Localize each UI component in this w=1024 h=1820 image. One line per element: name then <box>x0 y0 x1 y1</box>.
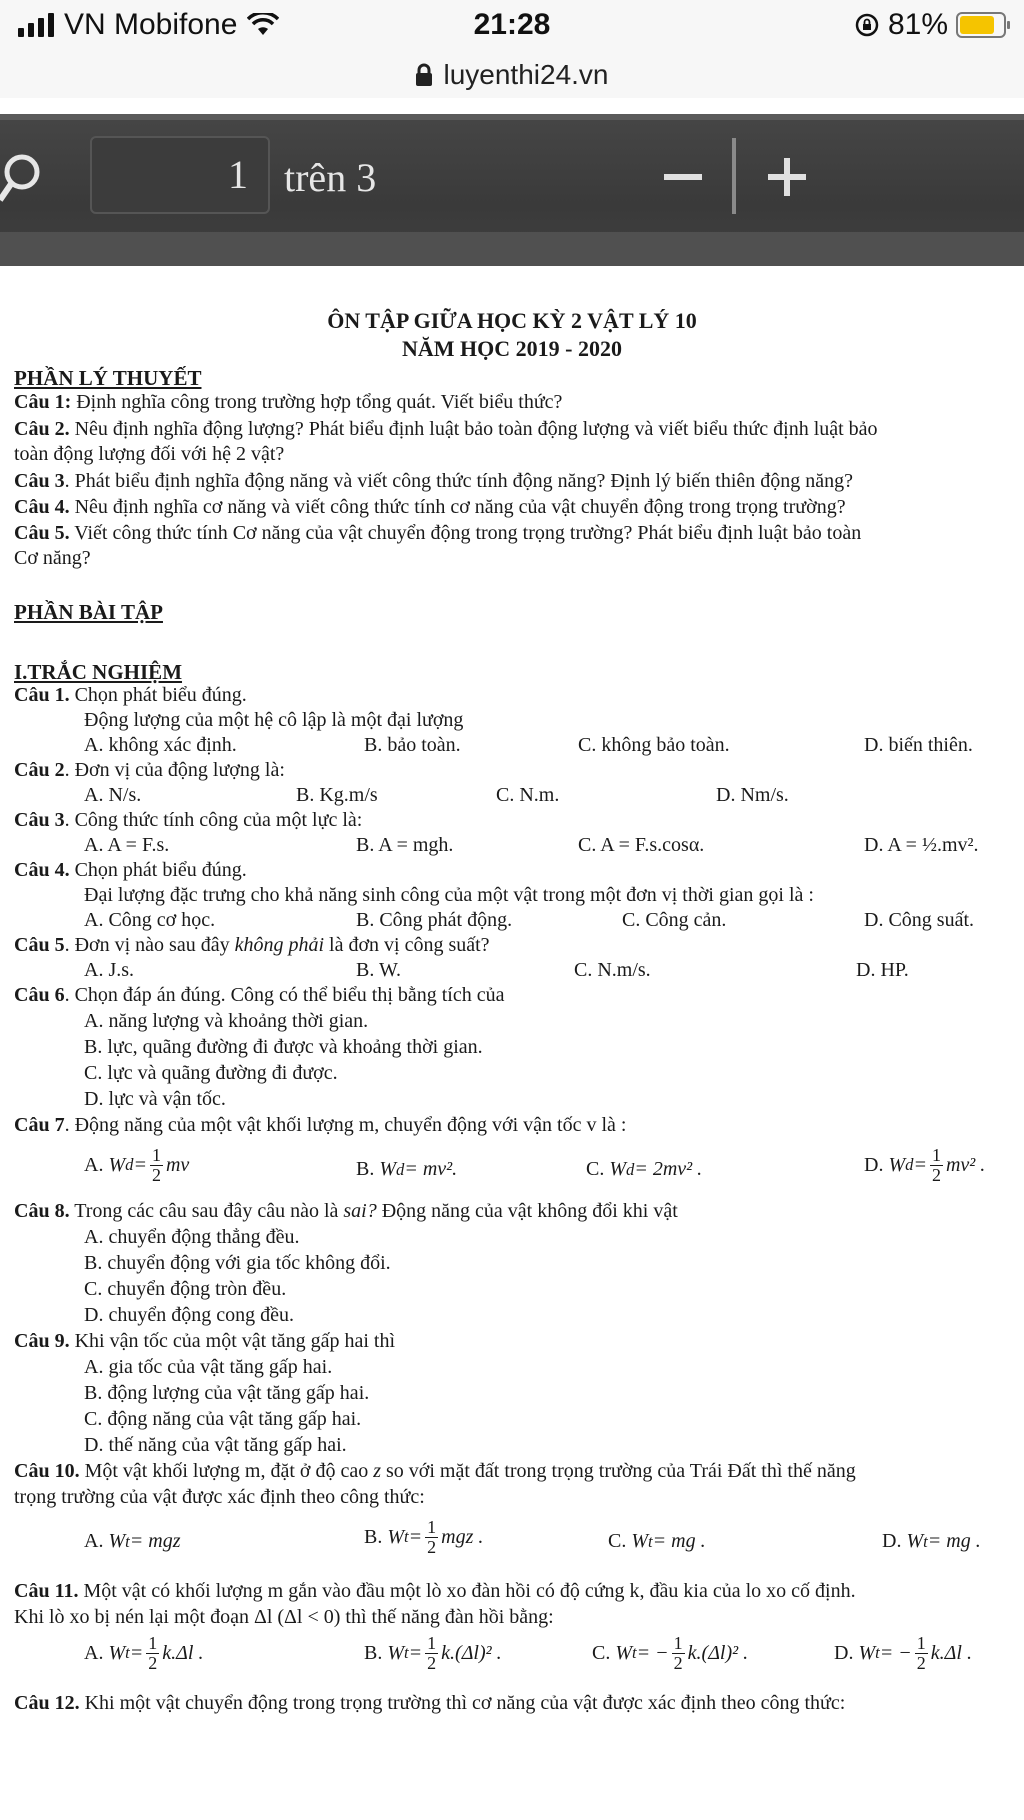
mc-q11: Câu 11. Một vật có khối lượng m gắn vào đầu một lò xo đàn hồi có độ cứng k, đầu kia của lo xo cố định. <box>14 1580 856 1602</box>
battery-icon <box>956 12 1006 38</box>
mc-q9: Câu 9. Khi vận tốc của một vật tăng gấp hai thì <box>14 1330 396 1352</box>
zoom-in-button[interactable] <box>760 148 816 204</box>
mc-q6: Câu 6. Chọn đáp án đúng. Công có thể biểu thị bằng tích của <box>14 984 505 1006</box>
mc-q10-option-b: B. W t = $\frac{1}{2}$ mgz . <box>364 1517 484 1557</box>
mc-q1-stem: Động lượng của một hệ cô lập là một đại lượng <box>84 709 464 731</box>
mc-q5-option-b: B. W. <box>356 959 402 981</box>
theory-heading: PHẦN LÝ THUYẾT <box>14 366 202 390</box>
theory-q2-cont: toàn động lượng đối với hệ 2 vật? <box>14 443 285 465</box>
mc-q2-option-c: C. N.m. <box>496 784 560 806</box>
mc-q6-option-a: A. năng lượng và khoảng thời gian. <box>84 1010 369 1032</box>
mc-q5-option-a: A. J.s. <box>84 959 135 981</box>
pdf-page <box>0 266 1024 1820</box>
mc-q10: Câu 10. Một vật khối lượng m, đặt ở độ cao z so với mặt đất trong trọng trường của Trái Đất thì thế năng <box>14 1460 856 1482</box>
mc-q6-option-c: C. lực và quãng đường đi được. <box>84 1062 338 1084</box>
mc-q9-option-a: A. gia tốc của vật tăng gấp hai. <box>84 1356 333 1378</box>
mc-q8-option-a: A. chuyển động thẳng đều. <box>84 1226 300 1248</box>
search-icon[interactable] <box>0 150 48 210</box>
theory-q2: Câu 2. Nêu định nghĩa động lượng? Phát biểu định luật bảo toàn động lượng và viết biểu thức định luật bảo <box>14 418 878 440</box>
mc-q7-option-a: A. W d = $\frac{1}{2}$ mv <box>84 1145 190 1185</box>
mc-q8-option-b: B. chuyển động với gia tốc không đổi. <box>84 1252 391 1274</box>
mc-q10-cont: trọng trường của vật được xác định theo công thức: <box>14 1486 425 1508</box>
mc-q11-option-c: C. W t = − $\frac{1}{2}$ k.(Δl)² . <box>592 1633 749 1673</box>
mc-q9-option-c: C. động năng của vật tăng gấp hai. <box>84 1408 362 1430</box>
carrier-name: VN Mobifone <box>64 8 238 41</box>
browser-gap <box>0 98 1024 114</box>
mc-q1-option-b: B. bảo toàn. <box>364 734 461 756</box>
mc-q1-option-d: D. biến thiên. <box>864 734 973 756</box>
status-time: 21:28 <box>473 8 551 41</box>
mc-q8-option-d: D. chuyển động cong đều. <box>84 1304 294 1326</box>
mc-q9-option-d: D. thế năng của vật tăng gấp hai. <box>84 1434 347 1456</box>
mc-q5-option-c: C. N.m/s. <box>574 959 651 981</box>
url-bar[interactable] <box>0 52 1024 98</box>
theory-q5-cont: Cơ năng? <box>14 547 91 569</box>
theory-q4: Câu 4. Nêu định nghĩa cơ năng và viết công thức tính cơ năng của vật chuyển động trong trọng trường? <box>14 496 846 518</box>
zoom-separator <box>732 138 736 214</box>
mc-q5-option-d: D. HP. <box>856 959 909 981</box>
mc-q7-option-b: B. W d = mv². <box>356 1158 458 1180</box>
doc-title: ÔN TẬP GIỮA HỌC KỲ 2 VẬT LÝ 10 <box>327 308 697 333</box>
theory-q3: Câu 3. Phát biểu định nghĩa động năng và viết công thức tính động năng? Định lý biến thiên động năng? <box>14 470 854 492</box>
status-bar <box>0 0 1024 52</box>
mc-q4: Câu 4. Chọn phát biểu đúng. <box>14 859 247 881</box>
mc-q2-option-b: B. Kg.m/s <box>296 784 378 806</box>
mc-q1: Câu 1. Chọn phát biểu đúng. <box>14 684 247 706</box>
battery-percent: 81% <box>887 8 948 41</box>
mc-q7-option-c: C. W d = 2mv² . <box>586 1158 703 1180</box>
theory-q5: Câu 5. Viết công thức tính Cơ năng của vật chuyển động trong trọng trường? Phát biểu định luật bảo toàn <box>14 522 862 544</box>
mc-q7-option-d: D. W d = $\frac{1}{2}$ mv² . <box>864 1145 986 1185</box>
mc-q3-option-a: A. A = F.s. <box>84 834 170 856</box>
mc-q11-option-b: B. W t = $\frac{1}{2}$ k.(Δl)² . <box>364 1633 502 1673</box>
mc-q2: Câu 2. Đơn vị của động lượng là: <box>14 759 285 781</box>
mc-q2-option-d: D. Nm/s. <box>716 784 789 806</box>
mc-q11-option-d: D. W t = − $\frac{1}{2}$ k.Δl . <box>834 1633 972 1673</box>
mc-q10-option-c: C. W t = mg . <box>608 1530 706 1552</box>
toolbar-lower-band <box>0 232 1024 266</box>
mc-q9-option-b: B. động lượng của vật tăng gấp hai. <box>84 1382 370 1404</box>
page-number-input[interactable]: 1 <box>90 136 270 214</box>
mc-q12: Câu 12. Khi một vật chuyển động trong trọng trường thì cơ năng của vật được xác định theo công thức: <box>14 1692 846 1714</box>
mc-q4-stem: Đại lượng đặc trưng cho khả năng sinh công của một vật trong một đơn vị thời gian gọi là : <box>84 884 814 906</box>
mc-q1-option-c: C. không bảo toàn. <box>578 734 730 756</box>
mc-q7: Câu 7. Động năng của một vật khối lượng m, chuyển động với vận tốc v là : <box>14 1114 627 1136</box>
mc-heading: I.TRẮC NGHIỆM <box>14 660 183 684</box>
mc-q8-option-c: C. chuyển động tròn đều. <box>84 1278 287 1300</box>
status-right <box>854 8 1006 42</box>
mc-q6-option-b: B. lực, quãng đường đi được và khoảng thời gian. <box>84 1036 483 1058</box>
page-total-label: trên 3 <box>284 155 377 200</box>
mc-q4-option-b: B. Công phát động. <box>356 909 513 931</box>
orientation-lock-icon <box>854 12 880 38</box>
doc-subtitle: NĂM HỌC 2019 - 2020 <box>402 336 622 361</box>
mc-q3: Câu 3. Công thức tính công của một lực là: <box>14 809 363 831</box>
mc-q4-option-d: D. Công suất. <box>864 909 974 931</box>
zoom-out-button[interactable] <box>656 148 712 204</box>
mc-q4-option-a: A. Công cơ học. <box>84 909 216 931</box>
mc-q3-option-b: B. A = mgh. <box>356 834 454 856</box>
exercise-heading: PHẦN BÀI TẬP <box>14 600 163 624</box>
mc-q10-option-a: A. W t = mgz <box>84 1530 181 1552</box>
mc-q4-option-c: C. Công cản. <box>622 909 727 931</box>
mc-q2-option-a: A. N/s. <box>84 784 142 806</box>
mc-q6-option-d: D. lực và vận tốc. <box>84 1088 226 1110</box>
theory-q1: Câu 1: Định nghĩa công trong trường hợp tổng quát. Viết biểu thức? <box>14 391 563 413</box>
mc-q10-option-d: D. W t = mg . <box>882 1530 981 1552</box>
pdf-toolbar <box>0 114 1024 266</box>
lock-icon <box>415 63 433 87</box>
mc-q8: Câu 8. Trong các câu sau đây câu nào là sai? Động năng của vật không đổi khi vật <box>14 1200 678 1222</box>
mc-q3-option-d: D. A = ½.mv². <box>864 834 979 856</box>
mc-q1-option-a: A. không xác định. <box>84 734 237 756</box>
mc-q11-cont: Khi lò xo bị nén lại một đoạn Δl (Δl < 0) thì thế năng đàn hồi bằng: <box>14 1606 554 1628</box>
mc-q5: Câu 5. Đơn vị nào sau đây không phải là đơn vị công suất? <box>14 934 490 956</box>
url-text: luyenthi24.vn <box>443 59 609 90</box>
mc-q11-option-a: A. W t = $\frac{1}{2}$ k.Δl . <box>84 1633 204 1673</box>
battery-level <box>960 16 994 34</box>
mc-q3-option-c: C. A = F.s.cosα. <box>578 834 705 856</box>
toolbar-top-line <box>0 114 1024 120</box>
